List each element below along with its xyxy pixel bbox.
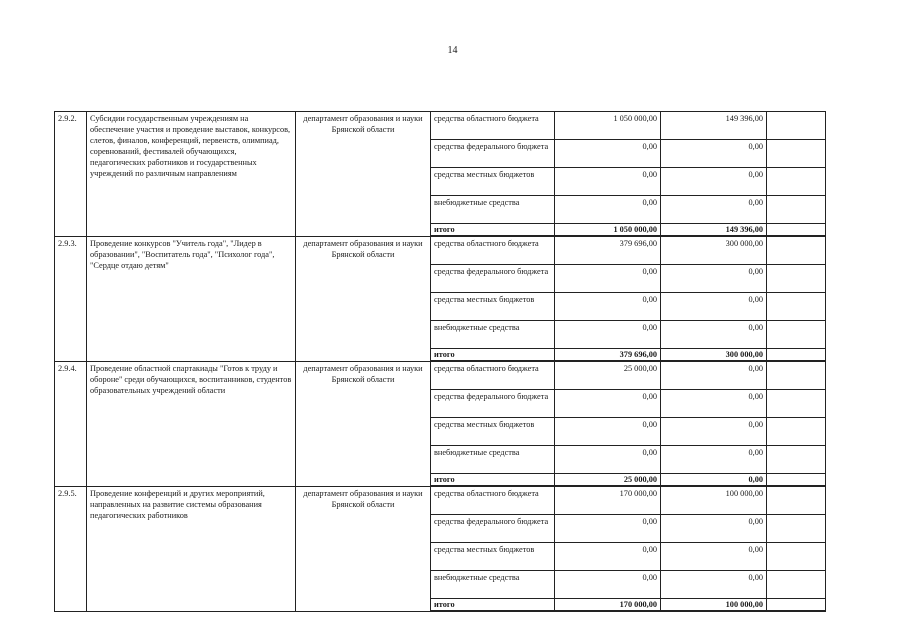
total-planned: 170 000,00 [555, 599, 661, 612]
amount-planned: 0,00 [555, 140, 661, 168]
total-planned: 25 000,00 [555, 474, 661, 487]
empty-cell [767, 224, 826, 237]
amount-actual: 0,00 [661, 321, 767, 349]
amount-actual: 0,00 [661, 361, 767, 390]
amount-planned: 25 000,00 [555, 361, 661, 390]
empty-cell [767, 486, 826, 515]
total-label: итого [431, 349, 555, 362]
funding-source: средства областного бюджета [431, 236, 555, 265]
amount-actual: 0,00 [661, 515, 767, 543]
empty-cell [767, 349, 826, 362]
section-number: 2.9.5. [55, 486, 87, 611]
executor-cell: департамент образования и науки Брянской области [296, 361, 431, 486]
funding-source: средства местных бюджетов [431, 293, 555, 321]
table-row [55, 361, 826, 390]
total-actual: 149 396,00 [661, 224, 767, 237]
empty-cell [767, 543, 826, 571]
empty-cell [767, 418, 826, 446]
amount-planned: 0,00 [555, 168, 661, 196]
funding-source: средства областного бюджета [431, 112, 555, 140]
amount-planned: 379 696,00 [555, 236, 661, 265]
amount-planned: 0,00 [555, 418, 661, 446]
amount-actual: 100 000,00 [661, 486, 767, 515]
funding-source: средства федерального бюджета [431, 390, 555, 418]
amount-actual: 0,00 [661, 543, 767, 571]
total-actual: 100 000,00 [661, 599, 767, 612]
executor-cell: департамент образования и науки Брянской области [296, 112, 431, 237]
amount-planned: 0,00 [555, 515, 661, 543]
funding-source: средства местных бюджетов [431, 168, 555, 196]
amount-planned: 0,00 [555, 543, 661, 571]
section-number: 2.9.4. [55, 361, 87, 486]
empty-cell [767, 361, 826, 390]
empty-cell [767, 196, 826, 224]
empty-cell [767, 599, 826, 612]
amount-planned: 170 000,00 [555, 486, 661, 515]
amount-actual: 0,00 [661, 140, 767, 168]
empty-cell [767, 321, 826, 349]
empty-cell [767, 293, 826, 321]
empty-cell [767, 515, 826, 543]
funding-source: средства федерального бюджета [431, 140, 555, 168]
total-actual: 300 000,00 [661, 349, 767, 362]
amount-planned: 0,00 [555, 571, 661, 599]
empty-cell [767, 474, 826, 487]
table-row [55, 486, 826, 515]
section-number: 2.9.2. [55, 112, 87, 237]
executor-cell: департамент образования и науки Брянской области [296, 236, 431, 361]
funding-source: средства местных бюджетов [431, 543, 555, 571]
amount-planned: 0,00 [555, 293, 661, 321]
table-body [55, 112, 826, 612]
amount-actual: 0,00 [661, 418, 767, 446]
section-number: 2.9.3. [55, 236, 87, 361]
amount-actual: 0,00 [661, 168, 767, 196]
amount-actual: 0,00 [661, 390, 767, 418]
activity-name: Проведение конференций и других мероприятий, направленных на развитие системы образования педагогических работников [87, 486, 296, 611]
empty-cell [767, 168, 826, 196]
empty-cell [767, 446, 826, 474]
amount-planned: 0,00 [555, 446, 661, 474]
total-planned: 379 696,00 [555, 349, 661, 362]
executor-cell: департамент образования и науки Брянской области [296, 486, 431, 611]
amount-planned: 1 050 000,00 [555, 112, 661, 140]
amount-actual: 0,00 [661, 196, 767, 224]
amount-planned: 0,00 [555, 196, 661, 224]
activity-name: Проведение областной спартакиады "Готов к труду и обороне" среди обучающихся, воспитанников, студентов образовательных учреждений области [87, 361, 296, 486]
funding-source: средства местных бюджетов [431, 418, 555, 446]
total-label: итого [431, 224, 555, 237]
table-row [55, 236, 826, 265]
empty-cell [767, 236, 826, 265]
funding-source: средства федерального бюджета [431, 515, 555, 543]
page-number: 14 [447, 45, 458, 56]
empty-cell [767, 112, 826, 140]
empty-cell [767, 265, 826, 293]
funding-source: внебюджетные средства [431, 196, 555, 224]
empty-cell [767, 140, 826, 168]
funding-source: средства областного бюджета [431, 486, 555, 515]
budget-table [54, 111, 826, 612]
total-label: итого [431, 474, 555, 487]
funding-source: внебюджетные средства [431, 321, 555, 349]
empty-cell [767, 390, 826, 418]
activity-name: Субсидии государственным учреждениям на обеспечение участия и проведение выставок, конкурсов, слетов, финалов, конференций, первенств, олимпиад, соревнований, фестивалей обучающихся, педагогических работников и государственных учреждений по различным направлениям [87, 112, 296, 237]
amount-actual: 0,00 [661, 571, 767, 599]
total-label: итого [431, 599, 555, 612]
amount-planned: 0,00 [555, 321, 661, 349]
amount-planned: 0,00 [555, 390, 661, 418]
total-planned: 1 050 000,00 [555, 224, 661, 237]
amount-actual: 149 396,00 [661, 112, 767, 140]
funding-source: средства федерального бюджета [431, 265, 555, 293]
table-row [55, 112, 826, 140]
empty-cell [767, 571, 826, 599]
amount-actual: 0,00 [661, 446, 767, 474]
amount-actual: 0,00 [661, 265, 767, 293]
funding-source: средства областного бюджета [431, 361, 555, 390]
total-actual: 0,00 [661, 474, 767, 487]
amount-planned: 0,00 [555, 265, 661, 293]
funding-source: внебюджетные средства [431, 571, 555, 599]
amount-actual: 0,00 [661, 293, 767, 321]
amount-actual: 300 000,00 [661, 236, 767, 265]
funding-source: внебюджетные средства [431, 446, 555, 474]
activity-name: Проведение конкурсов "Учитель года", "Лидер в образовании", "Воспитатель года", "Психолог года", "Сердце отдаю детям" [87, 236, 296, 361]
